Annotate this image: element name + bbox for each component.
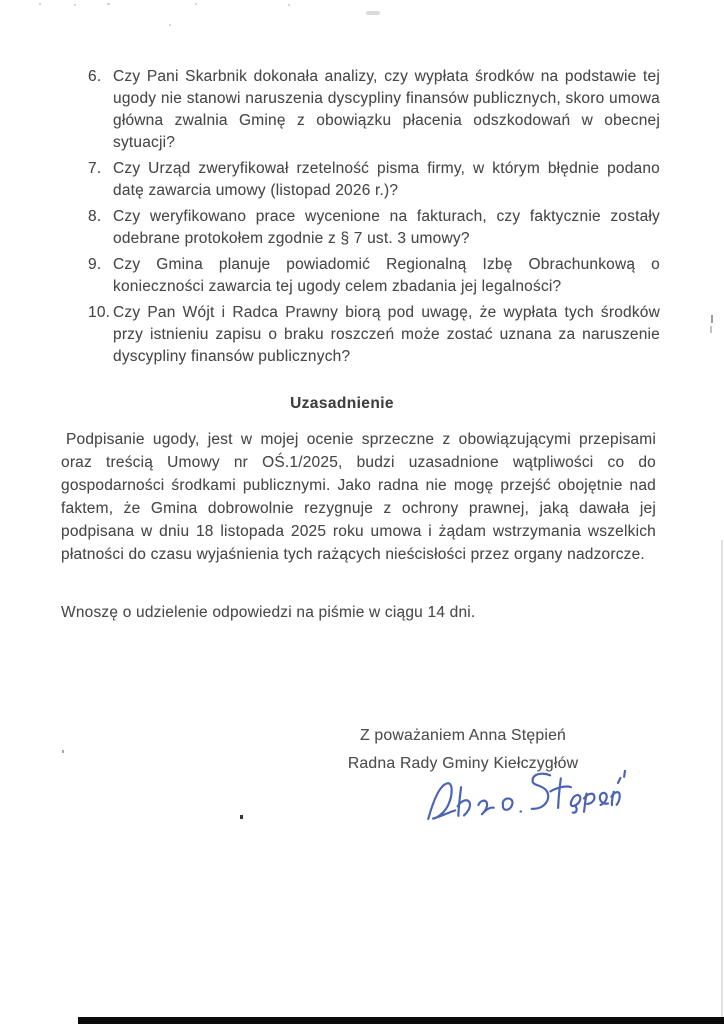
signature-stroke (529, 773, 552, 809)
question-text: Czy Pani Skarbnik dokonała analizy, czy wypłata środków na podstawie tej ugody nie stanowi naruszenia dyscypliny finansów publicznych, skoro umowa główna zwalnia Gminę z obowiązku płacenia odszkodowań w obecnej sytuacji? (113, 68, 660, 151)
scan-speck (107, 3, 110, 5)
question-text: Czy weryfikowano prace wycenione na fakturach, czy faktycznie zostały odebrane protokołem zgodnie z § 7 ust. 3 umowy? (113, 208, 660, 247)
scan-speck (39, 3, 41, 5)
question-item (88, 158, 660, 202)
justification-heading: Uzasadnienie (290, 395, 394, 412)
signature-stroke (600, 793, 609, 805)
scan-speck (195, 3, 197, 5)
signature-stroke (583, 793, 596, 812)
question-item (88, 254, 660, 298)
signature-stroke (478, 800, 494, 814)
question-number: 7. (88, 160, 102, 177)
salutation-line: Z poważaniem Anna Stępień (359, 727, 567, 744)
scan-edge-line (721, 540, 723, 1024)
closing-block (280, 726, 646, 773)
question-number: 6. (88, 68, 102, 85)
question-text: Czy Urząd zweryfikował rzetelność pisma firmy, w którym błędnie podano datę zawarcia umowy (listopad 2026 r.)? (113, 160, 660, 199)
scanner-bottom-bar (78, 1017, 724, 1024)
request-line: Wnoszę o udzielenie odpowiedzi na piśmie w ciągu 14 dni. (61, 604, 476, 621)
question-number: 10. (88, 304, 111, 321)
scan-speck (169, 24, 171, 26)
signature-stroke (426, 783, 456, 819)
signature-stroke (610, 778, 622, 805)
scan-smudge (366, 11, 380, 15)
question-text: Czy Gmina planuje powiadomić Regionalną Izbę Obrachunkową o konieczności zawarcia tej ugody celem zbadania jej legalności? (113, 256, 660, 295)
question-number: 8. (88, 208, 102, 225)
question-item (88, 66, 660, 154)
questions-list (88, 66, 660, 372)
signature-stroke (623, 770, 626, 777)
handwritten-signature (424, 770, 628, 820)
question-item (88, 302, 660, 368)
scan-dot (240, 815, 243, 819)
scan-speck (74, 4, 76, 6)
scan-edge-mark (711, 315, 713, 323)
scan-speck (288, 4, 290, 6)
signature-stroke (550, 778, 573, 809)
signature-stroke (456, 787, 470, 816)
scan-edge-mark (710, 326, 712, 333)
question-number: 9. (88, 256, 102, 273)
signature-stroke (570, 795, 581, 813)
signer-role-line: Radna Rady Gminy Kiełczygłów (347, 755, 579, 772)
signature-stroke (502, 798, 513, 810)
scan-dot (62, 750, 64, 753)
question-item (88, 206, 660, 250)
justification-paragraph: Podpisanie ugody, jest w mojej ocenie sprzeczne z obowiązującymi przepisami oraz treścią Umowy nr OŚ.1/2025, budzi uzasadnione wątpliwości co do gospodarności środkami publicznymi. Jako radna nie mogę przejść obojętnie nad faktem, że Gmina dobrowolnie rezygnuje z ochrony prawnej, jaką dawała jej podpisana w dniu 18 listopada 2025 roku umowa i żądam wstrzymania wszelkich płatności do czasu wyjaśnienia tych rażących nieścisłości przez organy nadzorcze. (61, 431, 656, 563)
question-text: Czy Pan Wójt i Radca Prawny biorą pod uwagę, że wypłata tych środków przy istnieniu zapisu o braku roszczeń może zostać uznana za naruszenie dyscypliny finansów publicznych? (113, 304, 660, 365)
